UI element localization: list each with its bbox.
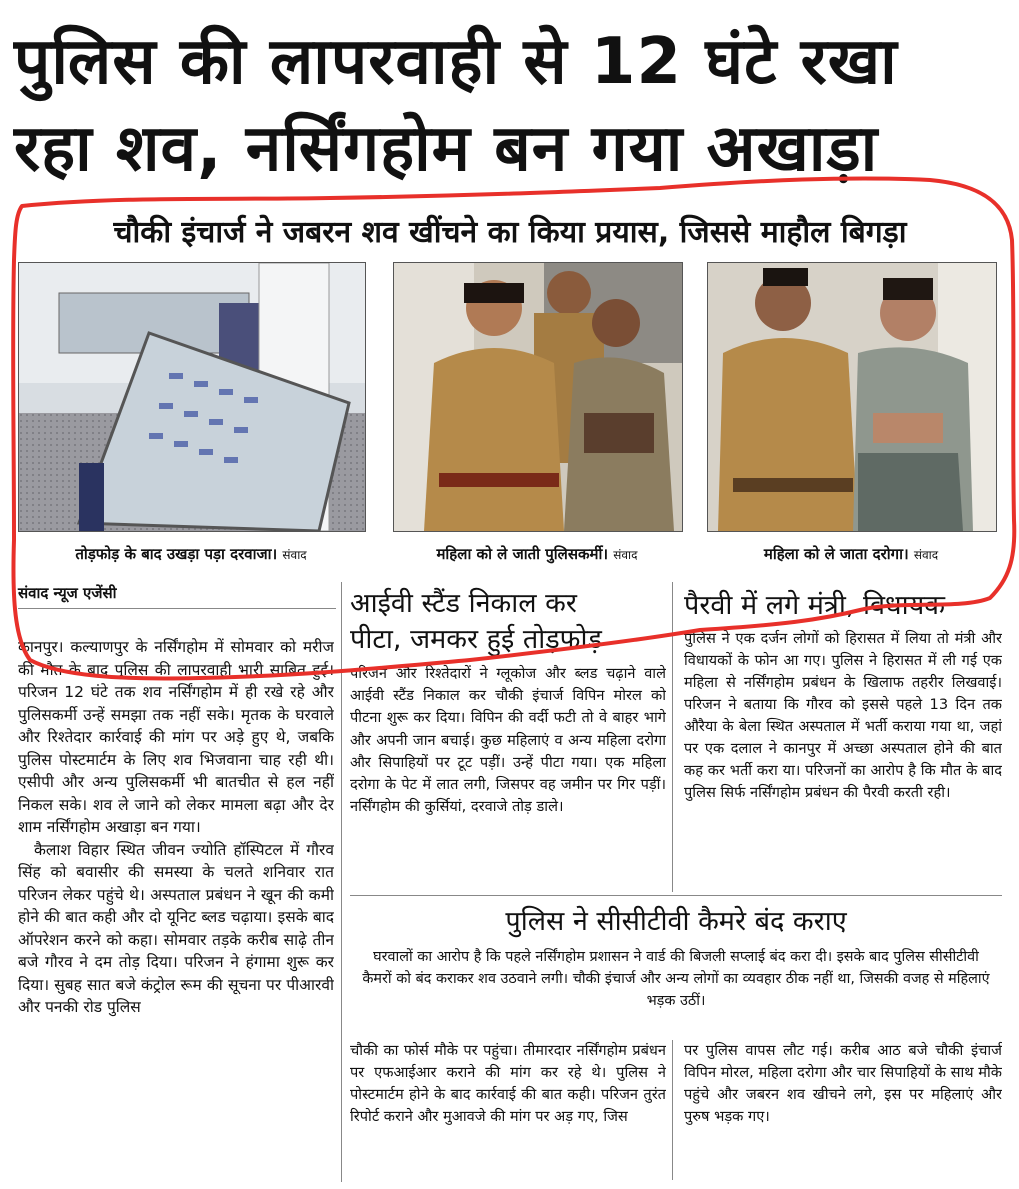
cctv-intro: घरवालों का आरोप है कि पहले नर्सिंगहोम प्रशासन ने वार्ड की बिजली सप्लाई बंद करा दी। इसके बाद पुलिस सीसीटीवी कैमरों को बंद कराकर शव उठवाने लगी। चौकी इंचार्ज और अन्य लोगों का व्यवहार ठीक नहीं था, जिसकी वजह से महिलाएं भड़क उठीं।: [362, 949, 990, 1009]
photo-3-caption: [707, 544, 995, 565]
cctv-column-2: पर पुलिस वापस लौट गई। करीब आठ बजे चौकी इंचार्ज विपिन मोरल, महिला दरोगा और चार सिपाहियों के साथ मौके पहुंचे और जबरन शव खीचने लगे, इस पर महिलाएं और पुरुष भड़क गए।: [684, 1042, 1002, 1125]
column-divider-right: [672, 582, 673, 892]
photo-1-caption: [18, 544, 364, 565]
middle-heading-line-2: पीटा, जमकर हुई तोड़फोड़: [350, 624, 602, 655]
caption-text: महिला को ले जाता दरोगा।: [763, 545, 909, 563]
broken-door-image: [19, 263, 365, 531]
photo-2-caption: [393, 544, 681, 565]
cctv-column-1: चौकी का फोर्स मौके पर पहुंचा। तीमारदार नर्सिंगहोम प्रबंधन पर एफआईआर कराने की मांग कर रहे थे। पुलिस ने पोस्टमार्टम होने के बाद कार्रवाई की बात कही। परिजन तुरंत रिपोर्ट कराने और मुआवजे की मांग पर अड़ गए, जिस: [350, 1042, 666, 1125]
byline: संवाद न्यूज एजेंसी: [18, 584, 117, 602]
right-column-text: पुलिस ने एक दर्जन लोगों को हिरासत में लिया तो मंत्री और विधायकों के फोन आ गए। पुलिस ने हिरासत में ली गई एक महिला से नर्सिंगहोम प्रबंधन के खिलाफ तहरीर लिखवाई। परिजन ने बताया कि गौरव को इससे पहले 13 दिन तक औरैया के बेला स्थित अस्पताल में भर्ती कराया गया था, जहां पर एक दलाल ने कानपुर में अच्छा अस्पताल होने की बात कह कर भर्ती करा या। परिजनों का आरोप है कि मौत के बाद पुलिस सिर्फ नर्सिंगहोम प्रबंधन की पैरवी करती रही।: [684, 630, 1002, 801]
subheadline: चौकी इंचार्ज ने जबरन शव खींचने का किया प्रयास, जिससे माहौल बिगड़ा: [113, 215, 907, 250]
right-heading: पैरवी में लगे मंत्री, विधायक: [684, 590, 945, 621]
left-paragraph-2: कैलाश विहार स्थित जीवन ज्योति हॉस्पिटल में गौरव सिंह को बवासीर की समस्या के चलते शनिवार रात परिजन लेकर पहुंचे थे। अस्पताल प्रबंधन ने खून की कमी होने की बात कही और दो यूनिट ब्लड चढ़ाया। इसके बाद ऑपरेशन करने को कहा। सोमवार तड़के करीब साढ़े तीन बजे गौरव ने दम तोड़ दिया। परिजन ने हंगामा शुरू कर दिया। सुबह सात बजे कंट्रोल रूम की सूचना पर पीआरवी और पनकी रोड पुलिस: [18, 840, 334, 1016]
middle-heading-line-1: आईवी स्टैंड निकाल कर: [350, 588, 577, 619]
photo-policeman: [707, 262, 997, 532]
left-paragraph-1: कानपुर। कल्याणपुर के नर्सिंगहोम में सोमवार को मरीज की मौत के बाद पुलिस की लापरवाही भारी साबित हुई। परिजन 12 घंटे तक शव नर्सिंगहोम में ही रखे रहे और पुलिसकर्मी उन्हें समझा तक नहीं सके। मृतक के घरवाले और रिश्तेदार कार्रवाई की मांग पर अड़े हुए थे, जबकि पुलिस पोस्टमार्टम के लिए शव भिजवाना चाह रही थी। एसीपी और अन्य पुलिसकर्मी भी बातचीत से हल नहीं निकल सके। शव ले जाने को लेकर मामला बढ़ा और देर शाम नर्सिंगहोम अखाड़ा बन गया।: [18, 638, 334, 836]
caption-text: तोड़फोड़ के बाद उखड़ा पड़ा दरवाजा।: [75, 545, 278, 563]
photo-broken-door: [18, 262, 366, 532]
caption-source: संवाद: [913, 548, 939, 562]
policeman-image: [708, 263, 996, 531]
column-divider-bottom: [672, 1040, 673, 1180]
left-column: [18, 636, 334, 1176]
column-divider-left: [341, 582, 342, 1182]
photo-policewoman: [393, 262, 683, 532]
middle-column-text: परिजन और रिश्तेदारों ने ग्लूकोज और ब्लड चढ़ाने वाले आईवी स्टैंड निकाल कर चौकी इंचार्ज विपिन मोरल को पीटना शुरू कर दिया। विपिन की वर्दी फटी तो वे बाहर भागे और अपनी जान बचाई। कुछ महिलाएं व अन्य महिला दरोगा और सिपाहियों पर टूट पड़ीं। उन्हें पीटा गया। एक महिला दरोगा के पेट में लात लगी, जिसपर वह जमीन पर गिर पड़ीं। नर्सिंगहोम की कुर्सियां, दरवाजे तोड़ डाले।: [350, 665, 666, 816]
headline-line-2: रहा शव, नर्सिंगहोम बन गया अखाड़ा: [14, 112, 879, 186]
cctv-heading: पुलिस ने सीसीटीवी कैमरे बंद कराए: [505, 906, 847, 937]
caption-source: संवाद: [282, 548, 307, 562]
caption-text: महिला को ले जाती पुलिसकर्मी।: [436, 545, 609, 563]
policewoman-image: [394, 263, 682, 531]
caption-source: संवाद: [613, 548, 638, 562]
byline-rule: [18, 608, 336, 609]
cctv-top-rule: [350, 895, 1002, 896]
headline-line-1: पुलिस की लापरवाही से 12 घंटे रखा: [14, 25, 898, 99]
